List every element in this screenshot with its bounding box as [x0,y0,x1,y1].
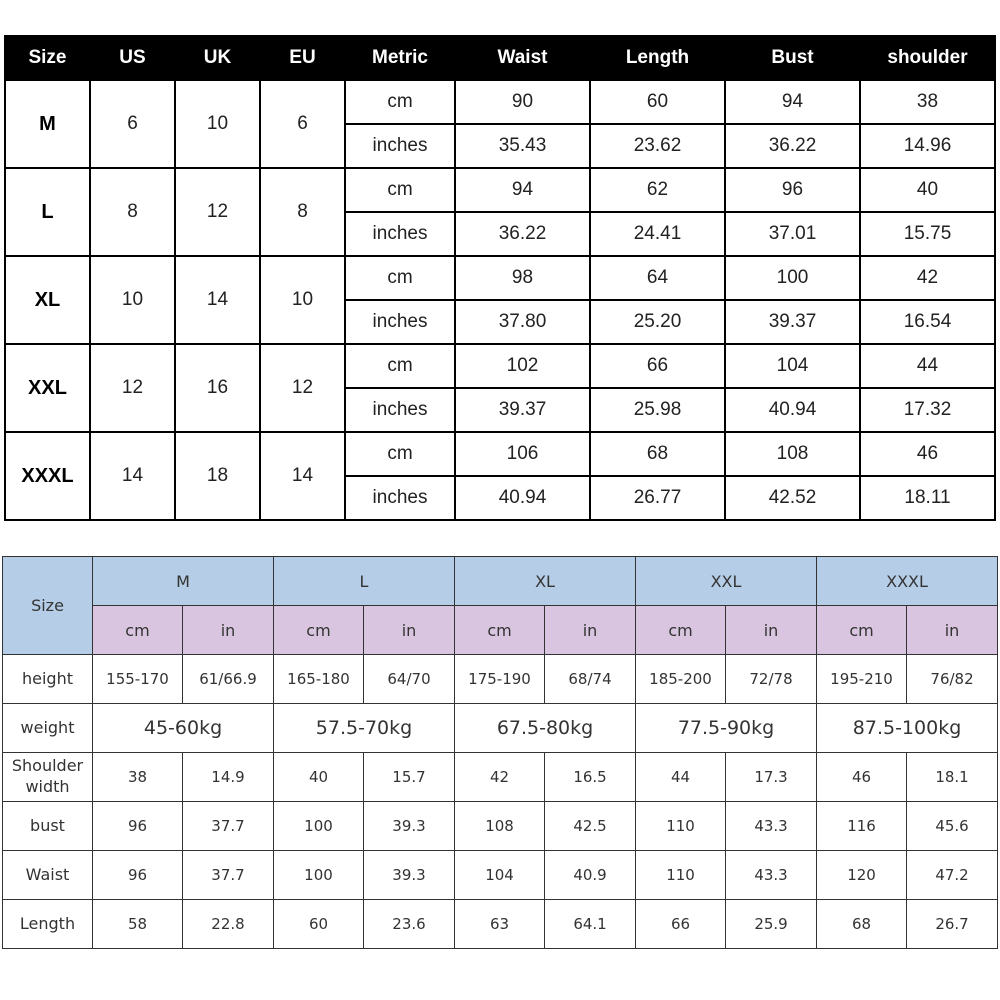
bust-cell: 36.22 [725,124,860,168]
waist-cell: 40.94 [455,476,590,520]
value-cell: 72/78 [726,655,817,704]
table-row [3,655,998,704]
size-cell: XL [5,256,90,344]
length-cell: 25.20 [590,300,725,344]
waist-cell: 39.37 [455,388,590,432]
waist-cell: 35.43 [455,124,590,168]
bust-cell: 94 [725,80,860,124]
header-size: Size [3,557,93,655]
uk-cell: 14 [175,256,260,344]
unit-header-in: in [726,606,817,655]
value-cell: 42.5 [545,802,636,851]
bust-cell: 40.94 [725,388,860,432]
weight-cell: 87.5-100kg [817,704,998,753]
table-row [5,344,995,388]
table-row [5,80,995,124]
table-row [5,256,995,300]
unit-header-in: in [907,606,998,655]
value-cell: 44 [636,753,726,802]
value-cell: 60 [274,900,364,949]
uk-cell: 10 [175,80,260,168]
length-cell: 60 [590,80,725,124]
unit-header-cm: cm [93,606,183,655]
size-group-header: XL [455,557,636,606]
value-cell: 15.7 [364,753,455,802]
value-cell: 110 [636,851,726,900]
header-shoulder: shoulder [860,36,995,80]
waist-cell: 36.22 [455,212,590,256]
bust-cell: 42.52 [725,476,860,520]
value-cell: 38 [93,753,183,802]
shoulder-cell: 40 [860,168,995,212]
value-cell: 120 [817,851,907,900]
value-cell: 25.9 [726,900,817,949]
header-eu: EU [260,36,345,80]
metric-cell: cm [345,256,455,300]
unit-header-cm: cm [636,606,726,655]
unit-header-cm: cm [455,606,545,655]
unit-header-in: in [545,606,636,655]
metric-cell: cm [345,80,455,124]
us-cell: 12 [90,344,175,432]
length-cell: 25.98 [590,388,725,432]
value-cell: 61/66.9 [183,655,274,704]
shoulder-cell: 15.75 [860,212,995,256]
metric-cell: inches [345,388,455,432]
header-uk: UK [175,36,260,80]
table-row [5,168,995,212]
eu-cell: 6 [260,80,345,168]
row-label-height: height [3,655,93,704]
eu-cell: 8 [260,168,345,256]
value-cell: 110 [636,802,726,851]
value-cell: 37.7 [183,802,274,851]
value-cell: 76/82 [907,655,998,704]
size-cell: XXL [5,344,90,432]
unit-row [3,606,998,655]
size-cell: M [5,80,90,168]
metric-cell: cm [345,432,455,476]
unit-header-in: in [183,606,274,655]
metric-cell: inches [345,476,455,520]
length-cell: 23.62 [590,124,725,168]
header-waist: Waist [455,36,590,80]
value-cell: 68/74 [545,655,636,704]
length-cell: 24.41 [590,212,725,256]
shoulder-cell: 18.11 [860,476,995,520]
waist-cell: 94 [455,168,590,212]
waist-cell: 90 [455,80,590,124]
length-cell: 62 [590,168,725,212]
bust-cell: 108 [725,432,860,476]
header-length: Length [590,36,725,80]
waist-cell: 98 [455,256,590,300]
eu-cell: 12 [260,344,345,432]
value-cell: 43.3 [726,802,817,851]
size-group-header: L [274,557,455,606]
value-cell: 14.9 [183,753,274,802]
metric-cell: inches [345,124,455,168]
length-cell: 68 [590,432,725,476]
weight-cell: 67.5-80kg [455,704,636,753]
size-group-header: M [93,557,274,606]
us-cell: 6 [90,80,175,168]
waist-cell: 102 [455,344,590,388]
weight-cell: 77.5-90kg [636,704,817,753]
value-cell: 68 [817,900,907,949]
value-cell: 46 [817,753,907,802]
value-cell: 63 [455,900,545,949]
value-cell: 66 [636,900,726,949]
value-cell: 42 [455,753,545,802]
header-bust: Bust [725,36,860,80]
size-cell: XXXL [5,432,90,520]
length-cell: 64 [590,256,725,300]
size-cell: L [5,168,90,256]
us-cell: 14 [90,432,175,520]
us-cell: 8 [90,168,175,256]
value-cell: 17.3 [726,753,817,802]
value-cell: 16.5 [545,753,636,802]
value-cell: 175-190 [455,655,545,704]
table-row [3,900,998,949]
table-row [3,704,998,753]
metric-cell: inches [345,300,455,344]
value-cell: 165-180 [274,655,364,704]
value-cell: 185-200 [636,655,726,704]
bust-cell: 39.37 [725,300,860,344]
unit-header-in: in [364,606,455,655]
value-cell: 64.1 [545,900,636,949]
weight-cell: 45-60kg [93,704,274,753]
length-cell: 66 [590,344,725,388]
shoulder-cell: 44 [860,344,995,388]
uk-cell: 12 [175,168,260,256]
uk-cell: 16 [175,344,260,432]
value-cell: 116 [817,802,907,851]
size-group-header: XXXL [817,557,998,606]
header-us: US [90,36,175,80]
shoulder-cell: 14.96 [860,124,995,168]
row-label-bust: bust [3,802,93,851]
metric-cell: inches [345,212,455,256]
value-cell: 58 [93,900,183,949]
value-cell: 40 [274,753,364,802]
eu-cell: 10 [260,256,345,344]
value-cell: 18.1 [907,753,998,802]
value-cell: 26.7 [907,900,998,949]
table-row [5,432,995,476]
value-cell: 104 [455,851,545,900]
eu-cell: 14 [260,432,345,520]
table-row [3,851,998,900]
value-cell: 195-210 [817,655,907,704]
size-group-header: XXL [636,557,817,606]
shoulder-cell: 16.54 [860,300,995,344]
bust-cell: 104 [725,344,860,388]
row-label-weight: weight [3,704,93,753]
weight-cell: 57.5-70kg [274,704,455,753]
value-cell: 64/70 [364,655,455,704]
value-cell: 96 [93,851,183,900]
length-cell: 26.77 [590,476,725,520]
value-cell: 39.3 [364,851,455,900]
uk-cell: 18 [175,432,260,520]
header-size: Size [5,36,90,80]
table-row [3,753,998,802]
value-cell: 37.7 [183,851,274,900]
row-label-length: Length [3,900,93,949]
value-cell: 40.9 [545,851,636,900]
metric-cell: cm [345,168,455,212]
value-cell: 100 [274,851,364,900]
shoulder-cell: 38 [860,80,995,124]
row-label-waist: Waist [3,851,93,900]
bust-cell: 100 [725,256,860,300]
waist-cell: 106 [455,432,590,476]
value-cell: 45.6 [907,802,998,851]
unit-header-cm: cm [274,606,364,655]
shoulder-cell: 46 [860,432,995,476]
unit-header-cm: cm [817,606,907,655]
value-cell: 155-170 [93,655,183,704]
table1-header-row [5,36,995,80]
bust-cell: 96 [725,168,860,212]
value-cell: 39.3 [364,802,455,851]
us-cell: 10 [90,256,175,344]
size-chart-table-1 [4,35,996,521]
value-cell: 22.8 [183,900,274,949]
row-label-shoulder-width: Shoulder width [3,753,93,802]
shoulder-cell: 17.32 [860,388,995,432]
value-cell: 108 [455,802,545,851]
bust-cell: 37.01 [725,212,860,256]
header-metric: Metric [345,36,455,80]
value-cell: 96 [93,802,183,851]
size-group-row [3,557,998,606]
metric-cell: cm [345,344,455,388]
value-cell: 47.2 [907,851,998,900]
value-cell: 23.6 [364,900,455,949]
shoulder-cell: 42 [860,256,995,300]
value-cell: 100 [274,802,364,851]
size-chart-table-2 [2,556,998,949]
table-row [3,802,998,851]
value-cell: 43.3 [726,851,817,900]
waist-cell: 37.80 [455,300,590,344]
